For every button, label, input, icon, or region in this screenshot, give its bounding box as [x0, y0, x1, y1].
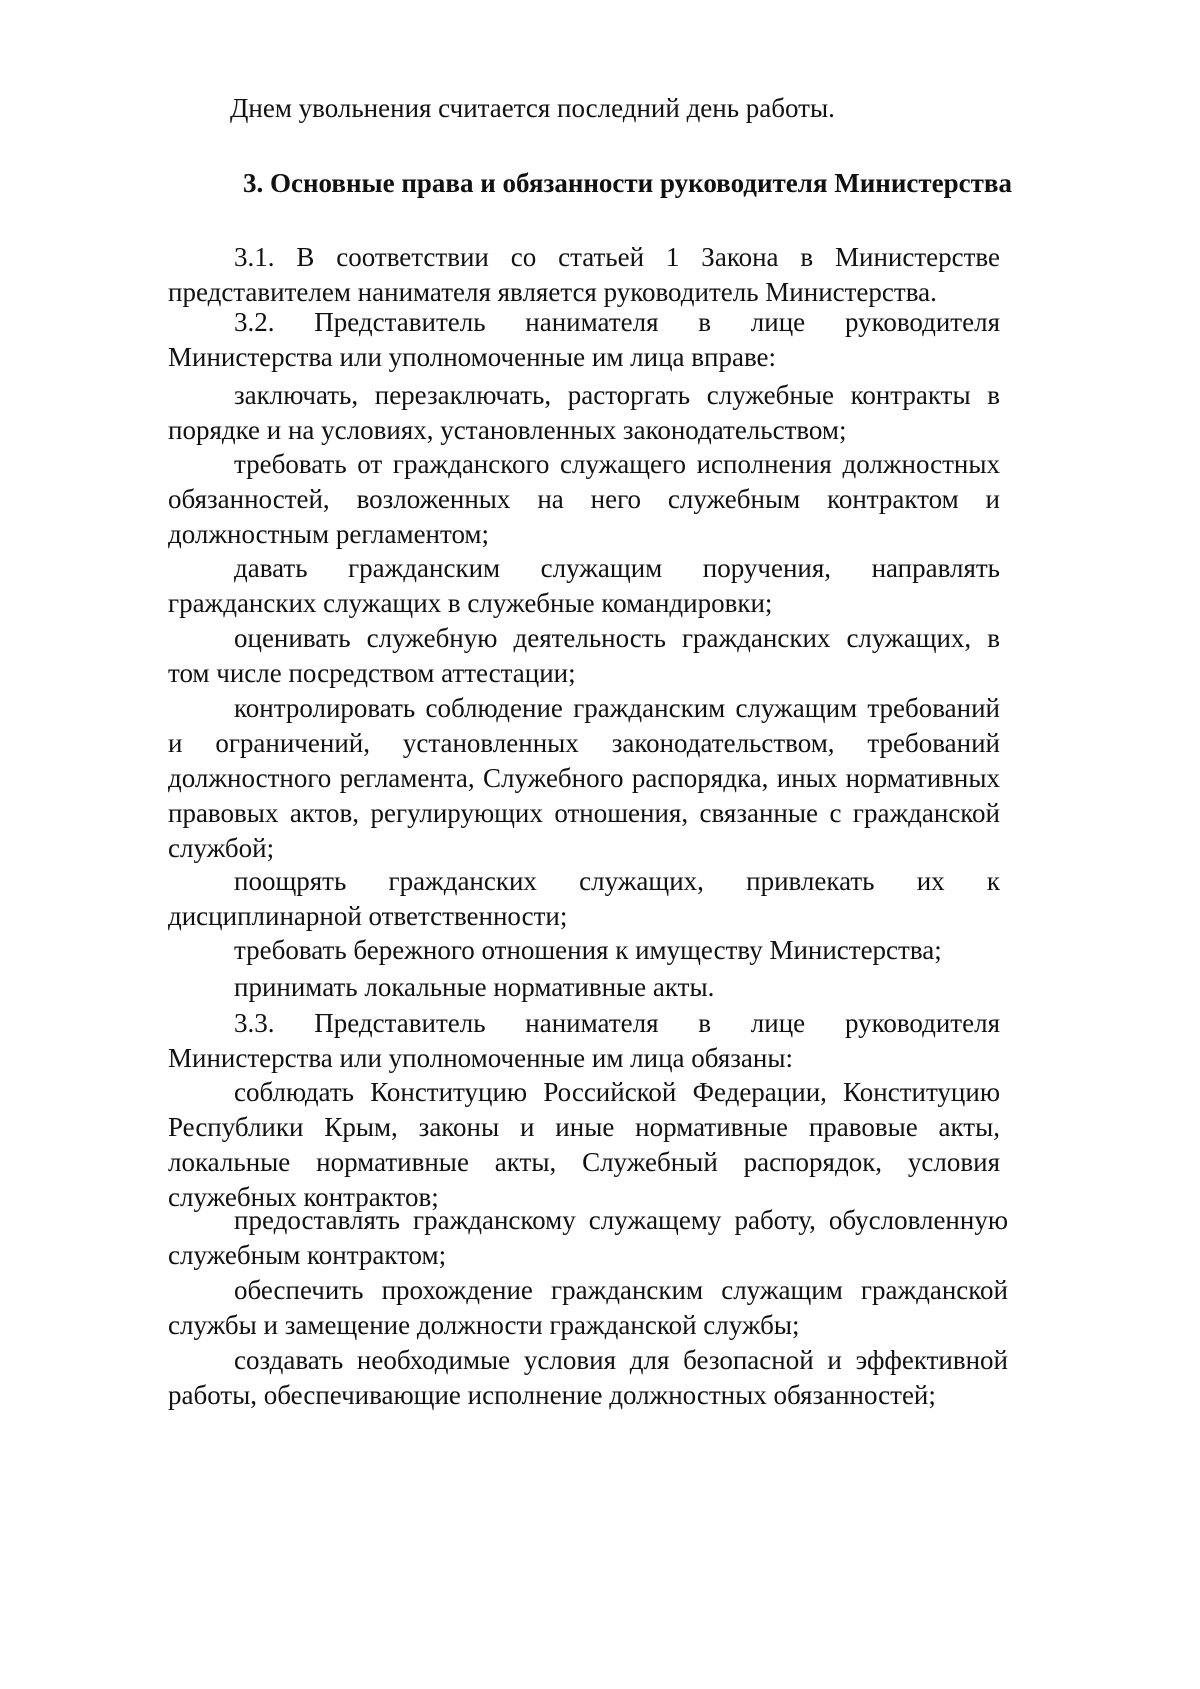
paragraph-demand-duties: требовать от гражданского служащего исполнения должностных обязанностей, возложенных на него служебным контрактом и должностным регламентом;	[168, 449, 1000, 549]
paragraph-safe-conditions: создавать необходимые условия для безопасной и эффективной работы, обеспечивающие исполнение должностных обязанностей;	[168, 1345, 1008, 1410]
paragraph-3-1: 3.1. В соответствии со статьей 1 Закона в Министерстве представителем нанимателя является руководитель Министерства.	[168, 242, 1000, 307]
section-heading: 3. Основные права и обязанности руководителя Министерства	[243, 168, 1012, 198]
paragraph-local-acts: принимать локальные нормативные акты.	[234, 972, 715, 1002]
paragraph-3-2: 3.2. Представитель нанимателя в лице руководителя Министерства или уполномоченные им лица вправе:	[168, 307, 1000, 372]
paragraph-evaluate: оценивать служебную деятельность гражданских служащих, в том числе посредством аттестации;	[168, 623, 1000, 688]
paragraph-3-3: 3.3. Представитель нанимателя в лице руководителя Министерства или уполномоченные им лица обязаны:	[168, 1008, 1000, 1073]
paragraph-encourage: поощрять гражданских служащих, привлекать их к дисциплинарной ответственности;	[168, 866, 1000, 931]
paragraph-observe-constitution: соблюдать Конституцию Российской Федерации, Конституцию Республики Крым, законы и иные нормативные правовые акты, локальные нормативные акты, Служебный распорядок, условия служебных контрактов;	[168, 1077, 1000, 1212]
paragraph-ensure-service: обеспечить прохождение гражданским служащим гражданской службы и замещение должности гражданской службы;	[168, 1275, 1008, 1340]
paragraph-property: требовать бережного отношения к имуществу Министерства;	[234, 935, 942, 965]
paragraph-control: контролировать соблюдение гражданским служащим требований и ограничений, установленных законодательством, требований должностного регламента, Служебного распорядка, иных нормативных правовых актов, регулирующих отношения, связанные с гражданской службой;	[168, 693, 1000, 863]
paragraph-provide-work: предоставлять гражданскому служащему работу, обусловленную служебным контрактом;	[168, 1205, 1008, 1270]
paragraph-give-orders: давать гражданским служащим поручения, направлять гражданских служащих в служебные командировки;	[168, 553, 1000, 618]
paragraph-conclude-contracts: заключать, перезаключать, расторгать служебные контракты в порядке и на условиях, установленных законодательством;	[168, 380, 1000, 445]
paragraph-dismissal-day: Днем увольнения считается последний день работы.	[230, 93, 835, 123]
